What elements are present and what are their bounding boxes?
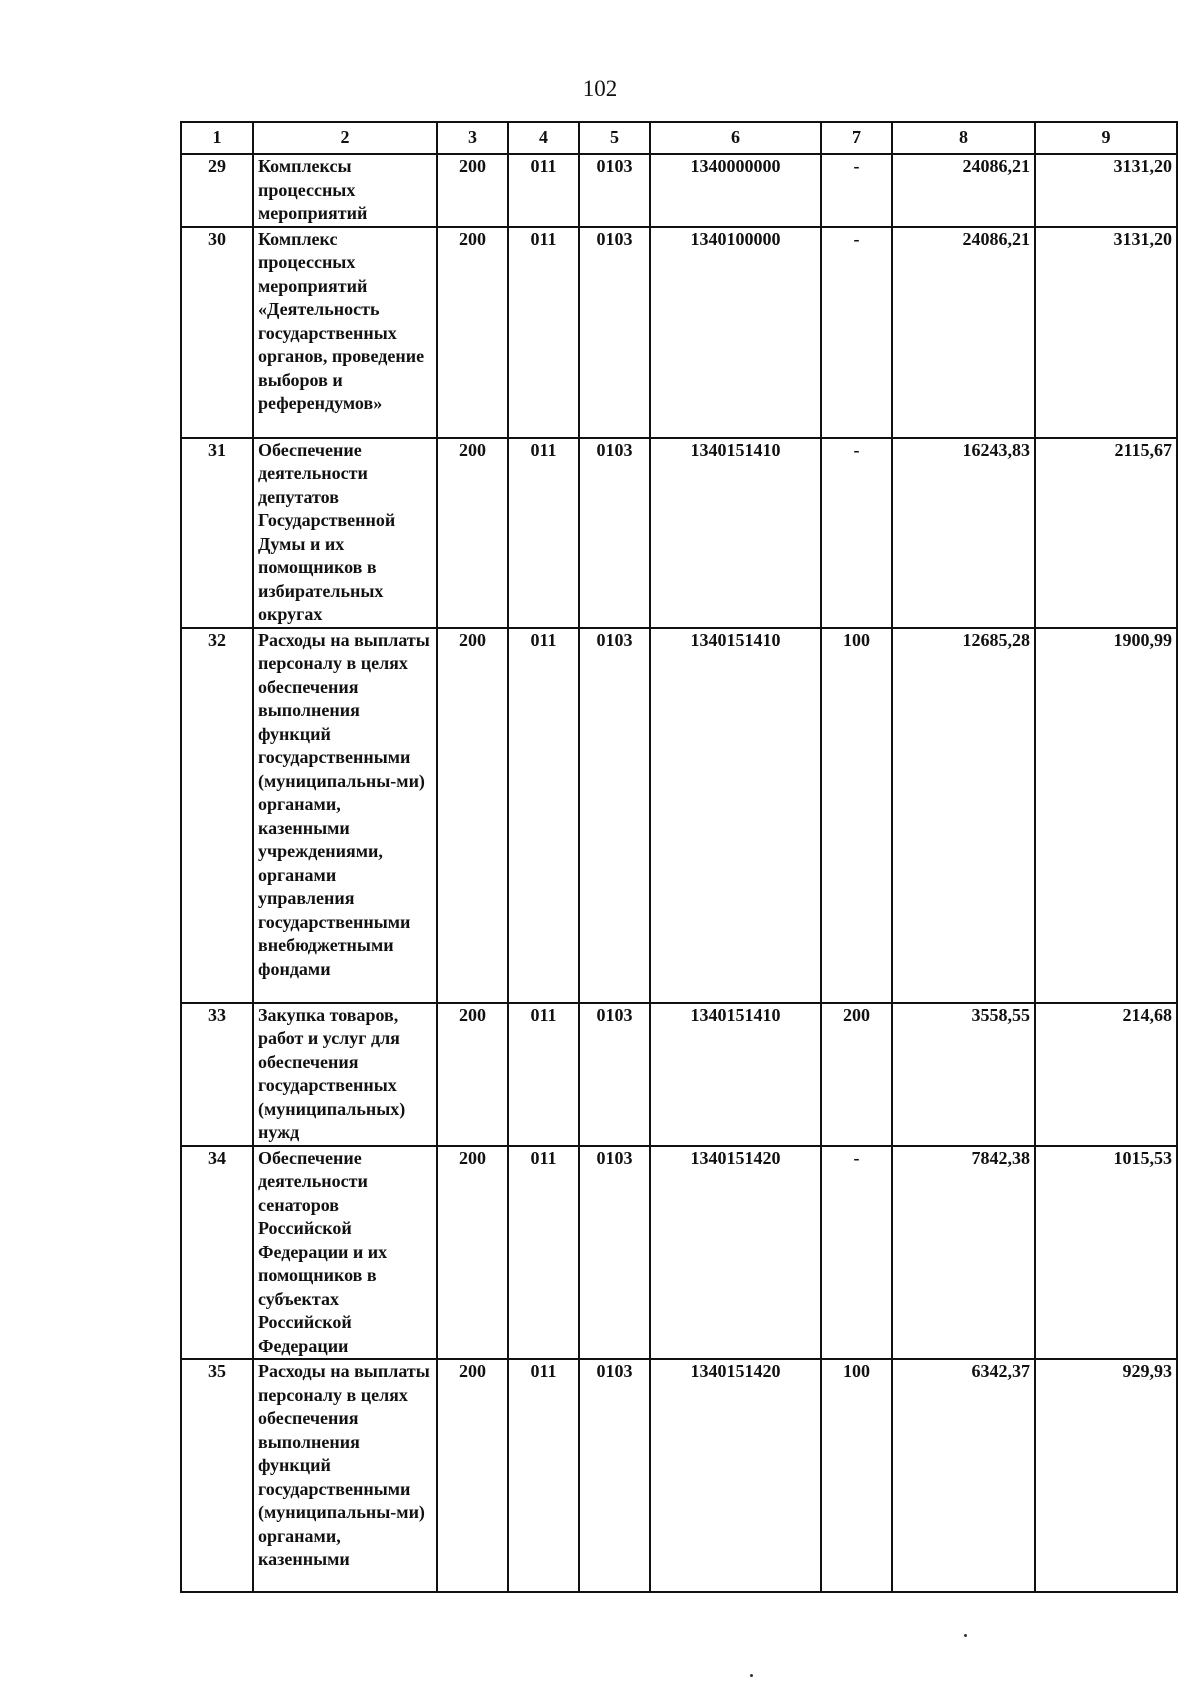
- row-code: 200: [437, 1003, 508, 1146]
- row-sum-2: 2115,67: [1035, 438, 1177, 628]
- column-header: 3: [437, 122, 508, 154]
- row-name: Комплекс процессных мероприятий «Деятельность государственных органов, проведение выборов и референдумов»: [253, 227, 437, 438]
- row-name: Обеспечение деятельности депутатов Государственной Думы и их помощников в избирательных округах: [253, 438, 437, 628]
- row-cat: 011: [508, 227, 579, 438]
- row-name: Расходы на выплаты персоналу в целях обеспечения выполнения функций государственными (муниципальны-ми) органами, казенными: [253, 1359, 437, 1592]
- row-section: 0103: [579, 1146, 650, 1360]
- scan-speck: [964, 1634, 967, 1637]
- column-header: 6: [650, 122, 821, 154]
- row-name: Комплексы процессных мероприятий: [253, 154, 437, 227]
- row-number: 33: [181, 1003, 253, 1146]
- row-name: Обеспечение деятельности сенаторов Российской Федерации и их помощников в субъектах Российской Федерации: [253, 1146, 437, 1360]
- row-section: 0103: [579, 438, 650, 628]
- budget-table: [180, 121, 1178, 1593]
- row-section: 0103: [579, 1359, 650, 1592]
- row-cat: 011: [508, 1146, 579, 1360]
- row-target-code: 1340151410: [650, 438, 821, 628]
- table-row: [181, 154, 1177, 227]
- table-row: [181, 1003, 1177, 1146]
- row-expense-type: -: [821, 227, 892, 438]
- table-row: [181, 1146, 1177, 1360]
- column-header: 1: [181, 122, 253, 154]
- row-section: 0103: [579, 1003, 650, 1146]
- row-expense-type: 200: [821, 1003, 892, 1146]
- row-sum-1: 12685,28: [892, 628, 1035, 1003]
- column-header: 9: [1035, 122, 1177, 154]
- column-header: 5: [579, 122, 650, 154]
- row-cat: 011: [508, 1003, 579, 1146]
- scan-speck: [750, 1674, 753, 1677]
- row-code: 200: [437, 227, 508, 438]
- row-expense-type: -: [821, 1146, 892, 1360]
- row-number: 31: [181, 438, 253, 628]
- row-expense-type: -: [821, 154, 892, 227]
- row-target-code: 1340100000: [650, 227, 821, 438]
- row-sum-1: 3558,55: [892, 1003, 1035, 1146]
- row-sum-2: 929,93: [1035, 1359, 1177, 1592]
- row-target-code: 1340151410: [650, 628, 821, 1003]
- row-cat: 011: [508, 628, 579, 1003]
- row-sum-2: 3131,20: [1035, 154, 1177, 227]
- table-row: [181, 227, 1177, 438]
- row-number: 30: [181, 227, 253, 438]
- column-header: 4: [508, 122, 579, 154]
- row-expense-type: -: [821, 438, 892, 628]
- row-code: 200: [437, 628, 508, 1003]
- column-header: 7: [821, 122, 892, 154]
- header-row: [181, 122, 1177, 154]
- row-sum-2: 214,68: [1035, 1003, 1177, 1146]
- row-target-code: 1340000000: [650, 154, 821, 227]
- row-code: 200: [437, 154, 508, 227]
- row-cat: 011: [508, 154, 579, 227]
- page-number: 102: [582, 76, 618, 101]
- row-name: Закупка товаров, работ и услуг для обеспечения государственных (муниципальных) нужд: [253, 1003, 437, 1146]
- row-section: 0103: [579, 227, 650, 438]
- row-expense-type: 100: [821, 1359, 892, 1592]
- row-cat: 011: [508, 1359, 579, 1592]
- row-number: 34: [181, 1146, 253, 1360]
- row-sum-1: 6342,37: [892, 1359, 1035, 1592]
- table-row: [181, 438, 1177, 628]
- row-cat: 011: [508, 438, 579, 628]
- row-sum-2: 3131,20: [1035, 227, 1177, 438]
- row-name: Расходы на выплаты персоналу в целях обеспечения выполнения функций государственными (муниципальны-ми) органами, казенными учреждениями, органами управления государственными внебюджетными фондами: [253, 628, 437, 1003]
- row-target-code: 1340151410: [650, 1003, 821, 1146]
- row-sum-2: 1900,99: [1035, 628, 1177, 1003]
- column-header: 2: [253, 122, 437, 154]
- row-number: 35: [181, 1359, 253, 1592]
- row-code: 200: [437, 1359, 508, 1592]
- row-sum-2: 1015,53: [1035, 1146, 1177, 1360]
- row-section: 0103: [579, 628, 650, 1003]
- row-sum-1: 24086,21: [892, 227, 1035, 438]
- row-sum-1: 16243,83: [892, 438, 1035, 628]
- table-row: [181, 1359, 1177, 1592]
- row-target-code: 1340151420: [650, 1359, 821, 1592]
- row-sum-1: 7842,38: [892, 1146, 1035, 1360]
- row-code: 200: [437, 438, 508, 628]
- row-target-code: 1340151420: [650, 1146, 821, 1360]
- row-expense-type: 100: [821, 628, 892, 1003]
- row-sum-1: 24086,21: [892, 154, 1035, 227]
- row-code: 200: [437, 1146, 508, 1360]
- table-row: [181, 628, 1177, 1003]
- row-section: 0103: [579, 154, 650, 227]
- column-header: 8: [892, 122, 1035, 154]
- row-number: 29: [181, 154, 253, 227]
- row-number: 32: [181, 628, 253, 1003]
